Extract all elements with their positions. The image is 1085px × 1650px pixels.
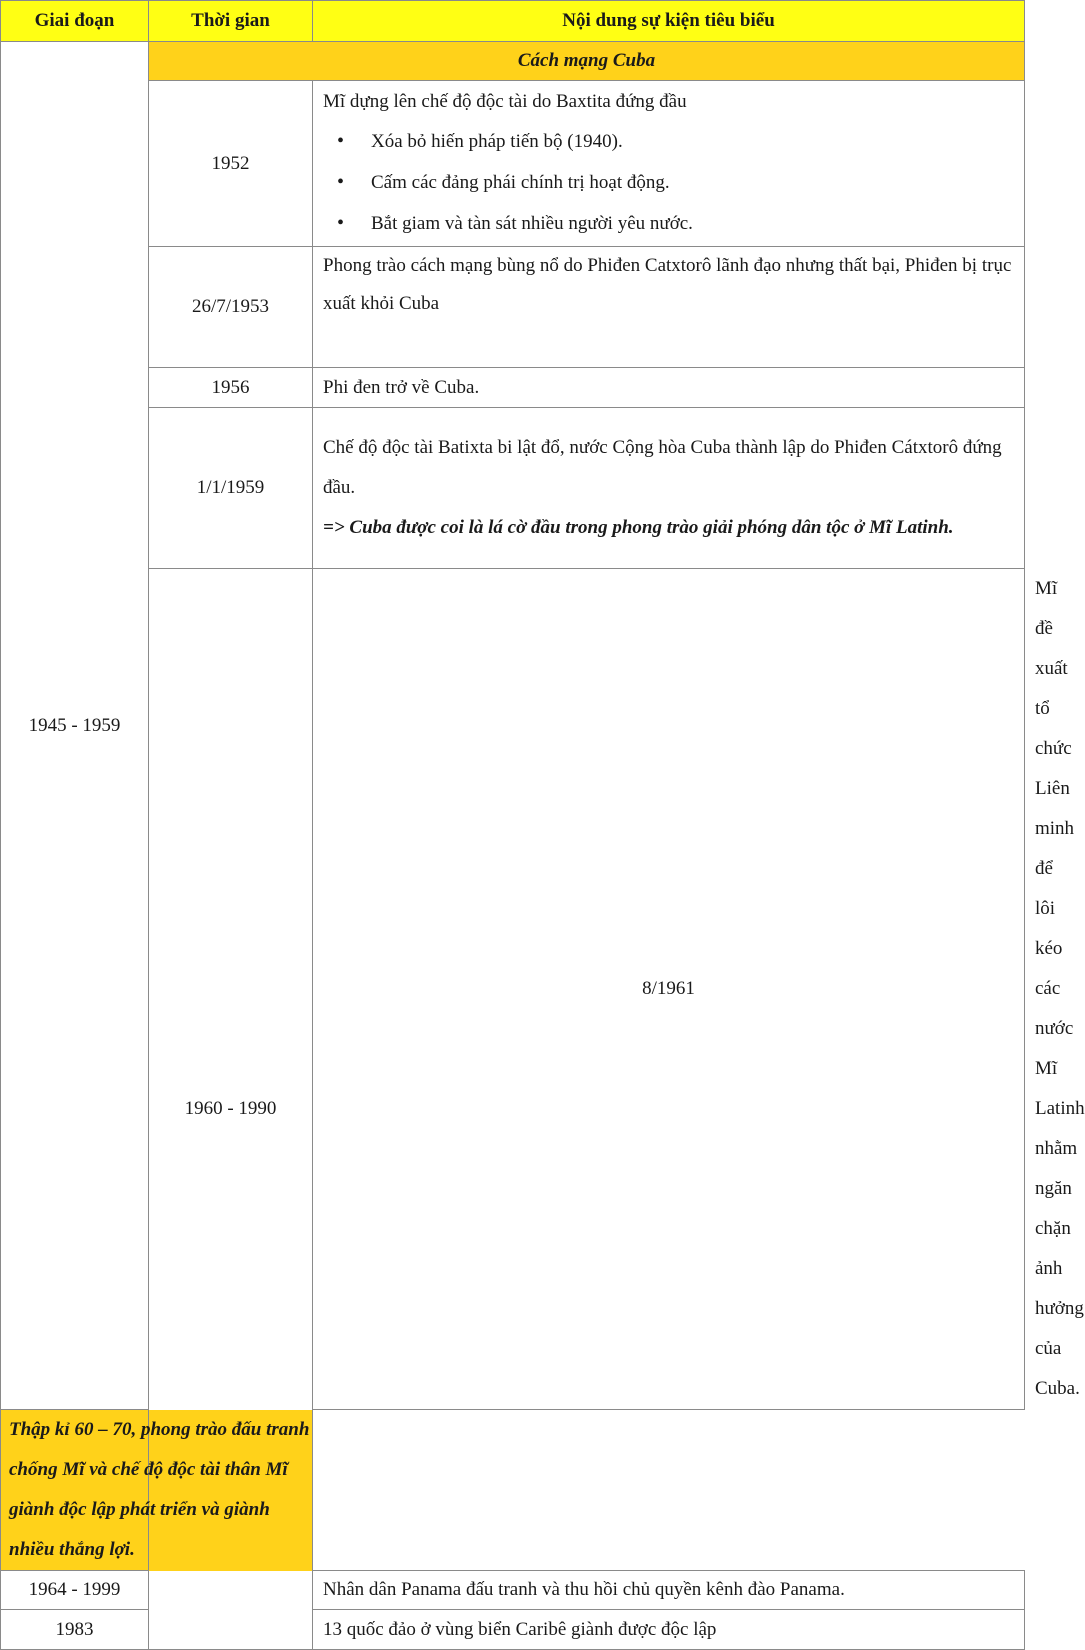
time-cell: 1/1/1959 (149, 408, 313, 569)
highlight-row (1, 1410, 1025, 1571)
header-row (1, 1, 1025, 42)
content-cell: Phi đen trở về Cuba. (313, 368, 1025, 408)
table-row: 1960 - 1990 8/1961 Mĩ đề xuất tổ chức Liên minh để lôi kéo các nước Mĩ Latinh nhằm ngăn chặn ảnh hưởng của Cuba. (1, 569, 1025, 1410)
content-cell: Phong trào cách mạng bùng nổ do Phiđen Catxtorô lãnh đạo nhưng thất bại, Phiđen bị trục xuất khỏi Cuba (313, 247, 1025, 368)
period-cell-1960-1990: 1960 - 1990 (149, 569, 313, 1650)
content-intro: Mĩ dựng lên chế độ độc tài do Baxtita đứng đầu (323, 91, 687, 112)
conclusion-text: => Cuba được coi là lá cờ đầu trong phong trào giải phóng dân tộc ở Mĩ Latinh. (323, 517, 954, 538)
content-cell: 13 quốc đảo ở vùng biển Caribê giành được độc lập (313, 1610, 1025, 1650)
content-cell: Nhân dân Panama đấu tranh và thu hồi chủ quyền kênh đào Panama. (313, 1571, 1025, 1610)
section-title-row (1, 42, 1025, 81)
table-row (1, 408, 1025, 569)
section-title: Cách mạng Cuba (149, 42, 1025, 81)
bullet-list (323, 121, 1024, 244)
header-period: Giai đoạn (1, 1, 149, 42)
highlight-text: Thập kỉ 60 – 70, phong trào đấu tranh chống Mĩ và chế độ độc tài thân Mĩ giành độc lập phát triển và giành nhiều thắng lợi. (1, 1410, 313, 1571)
time-cell: 1964 - 1999 (1, 1571, 149, 1610)
content-cell (313, 81, 1025, 247)
table-row (1, 81, 1025, 247)
content-text: Chế độ độc tài Batixta bi lật đổ, nước Cộng hòa Cuba thành lập do Phiđen Cátxtorô đứng đầu. (323, 437, 1002, 498)
list-item: • Bắt giam và tàn sát nhiều người yêu nước. (371, 203, 1024, 244)
period-cell-1945-1959: 1945 - 1959 (1, 42, 149, 1410)
header-time: Thời gian (149, 1, 313, 42)
content-cell (313, 408, 1025, 569)
list-item: • Xóa bỏ hiến pháp tiến bộ (1940). (371, 121, 1024, 162)
time-cell: 26/7/1953 (149, 247, 313, 368)
time-cell: 8/1961 (313, 569, 1025, 1410)
header-content: Nội dung sự kiện tiêu biểu (313, 1, 1025, 42)
time-cell: 1983 (1, 1610, 149, 1650)
list-item: • Cấm các đảng phái chính trị hoạt động. (371, 162, 1024, 203)
table-row (1, 368, 1025, 408)
time-cell: 1952 (149, 81, 313, 247)
time-cell: 1956 (149, 368, 313, 408)
table-row (1, 247, 1025, 368)
